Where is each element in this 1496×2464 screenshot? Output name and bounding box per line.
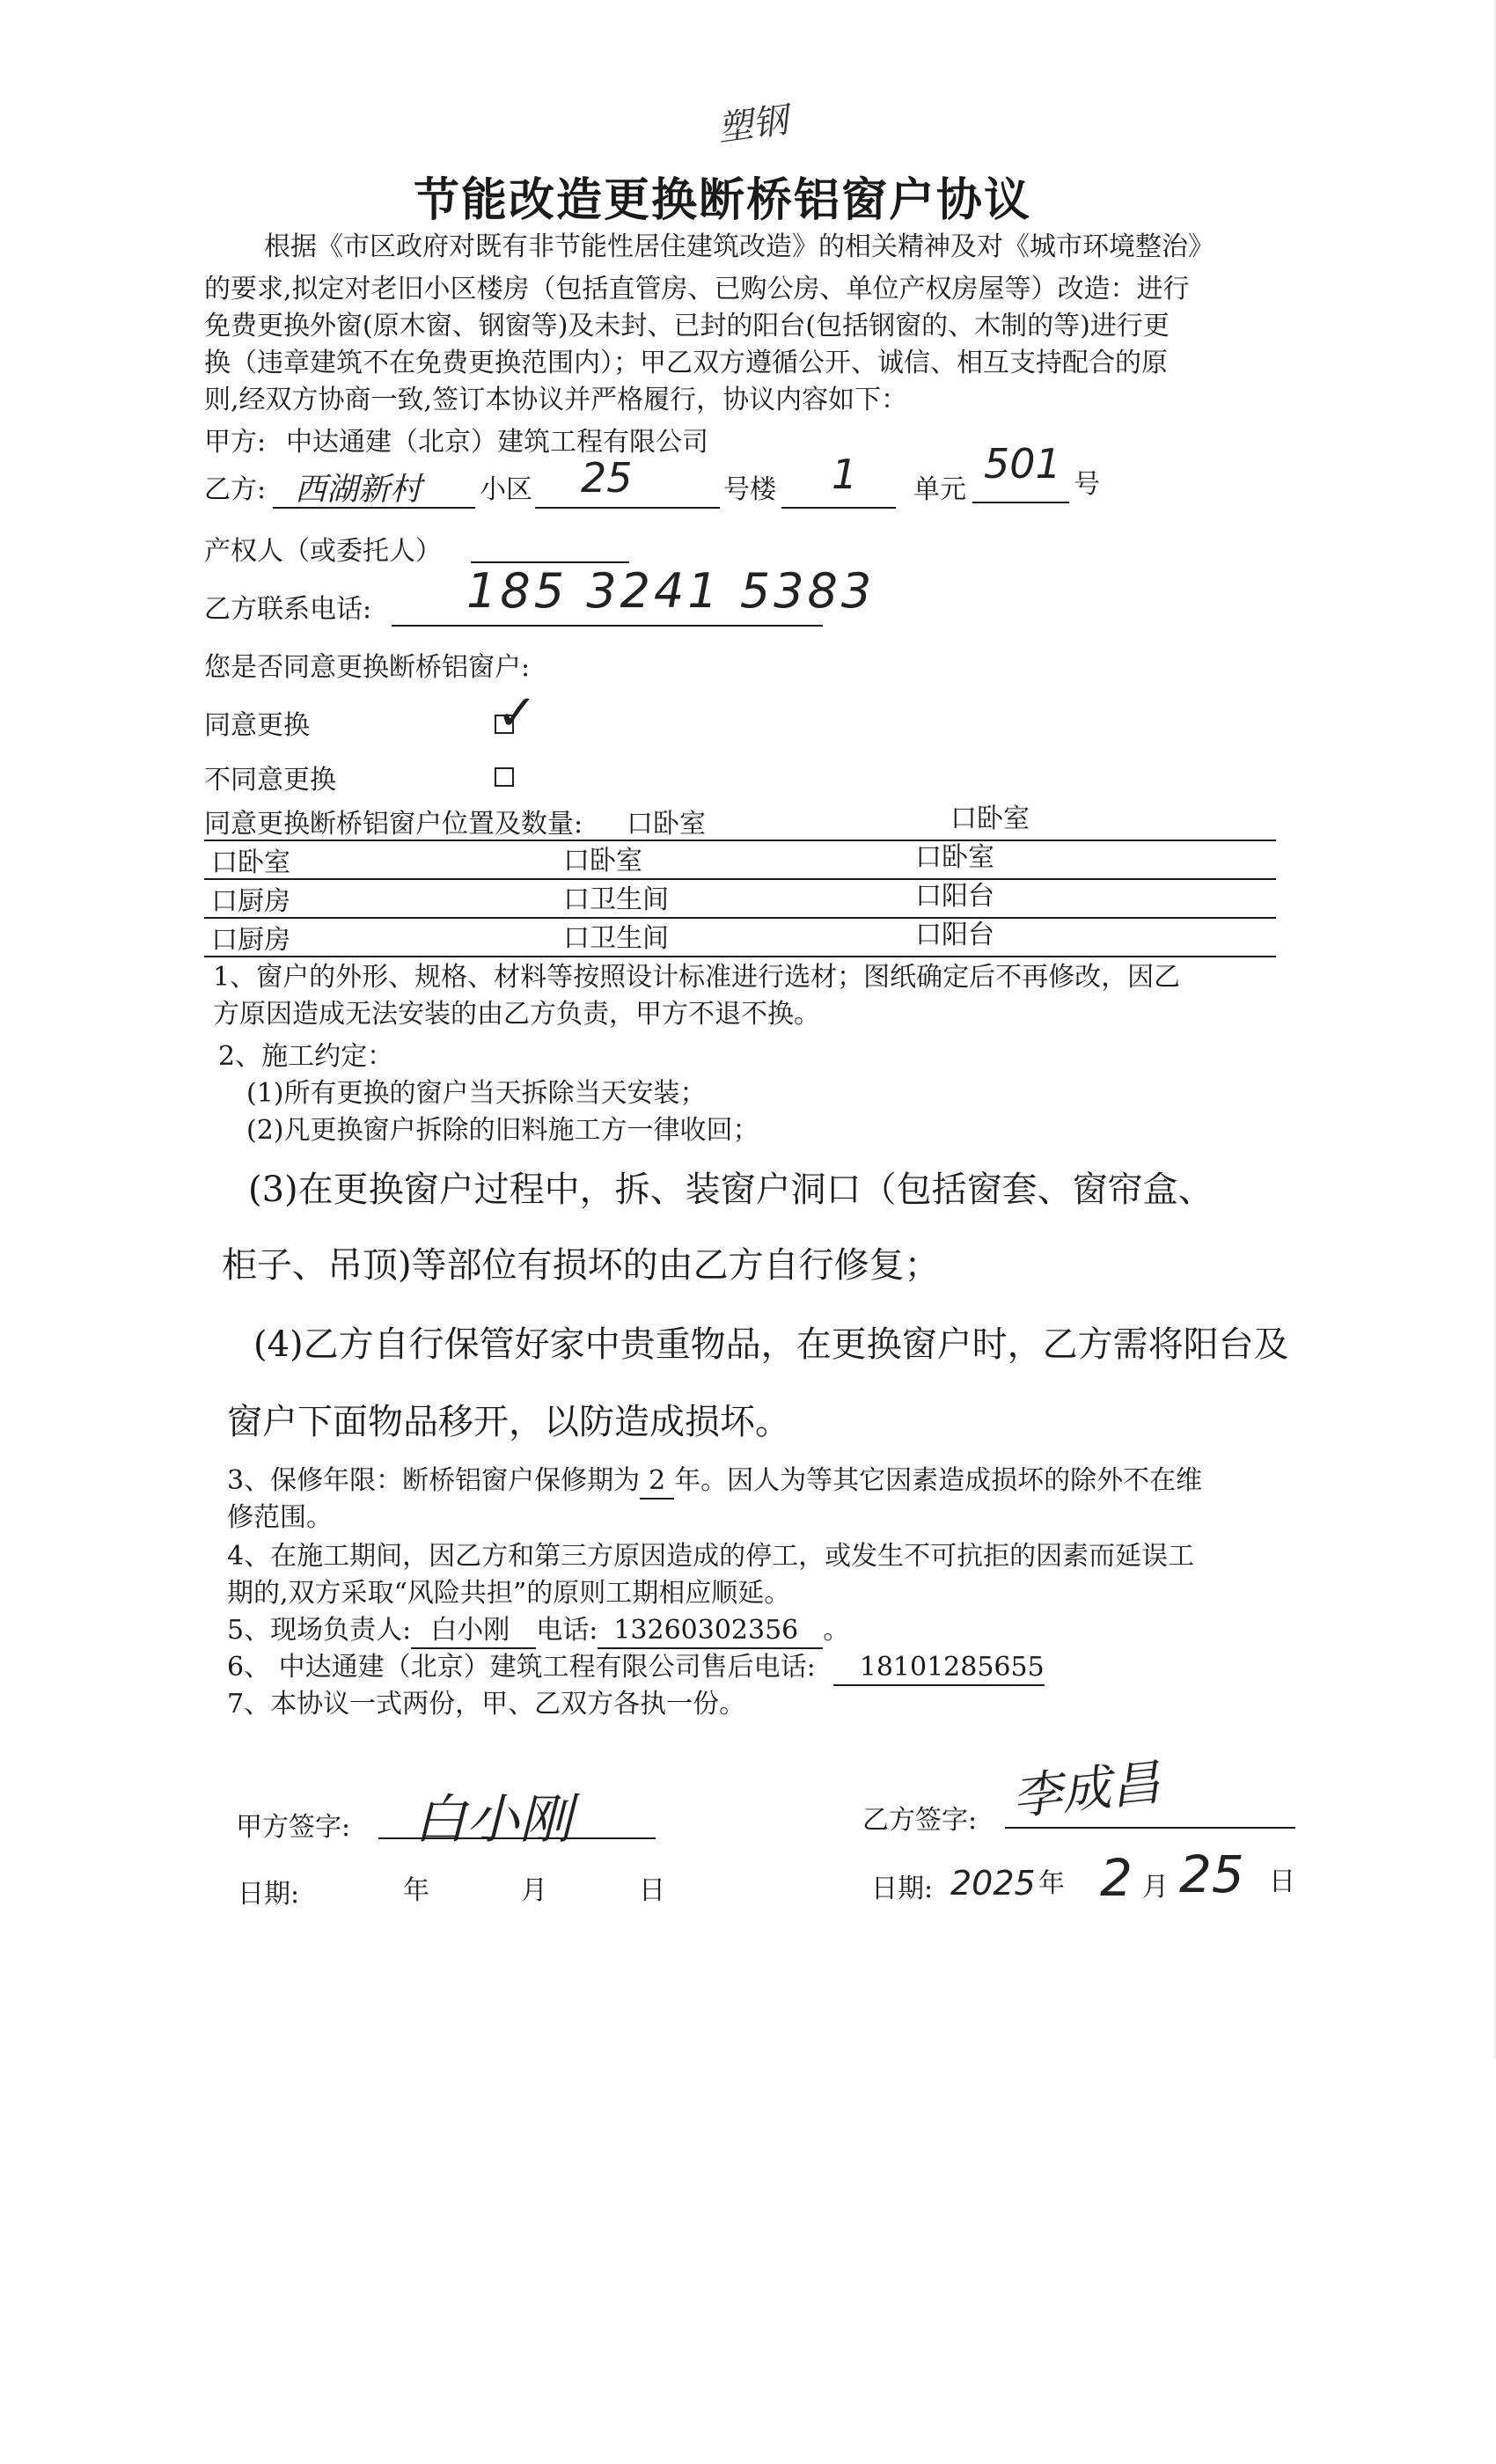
disagree-checkbox[interactable] (495, 767, 517, 787)
room-option[interactable]: 口厨房 (211, 886, 290, 917)
unit-value: 1 (832, 451, 858, 498)
intro-line-3: 免费更换外窗(原木窗、钢窗等)及未封、已封的阳台(包括钢窗的、木制的等)进行更 (204, 311, 1170, 341)
agree-checkbox[interactable] (495, 685, 538, 742)
warranty-years: 2 (640, 1464, 674, 1500)
party-a-day-label: 日 (639, 1875, 665, 1906)
room-option[interactable]: 口卫生间 (563, 884, 669, 915)
building-label: 号楼 (723, 474, 776, 505)
room-option[interactable]: 口卧室 (563, 846, 642, 876)
phone-value: 185 3241 5383 (466, 563, 876, 619)
intro-line-5: 则,经双方协商一致,签订本协议并严格履行，协议内容如下： (204, 385, 908, 415)
aftersales-phone: 18101285655 (833, 1651, 1045, 1686)
clause-6-prefix: 6、 中达通建（北京）建筑工程有限公司售后电话: (227, 1652, 816, 1683)
checkbox-box (495, 767, 514, 787)
clause-2-3-line-2: 柜子、吊顶)等部位有损坏的由乙方自行修复； (222, 1245, 940, 1286)
party-b-label: 乙方: (204, 474, 267, 505)
clause-3-line-2: 修范围。 (227, 1502, 333, 1533)
clause-5-prefix: 5、现场负责人: (227, 1615, 412, 1646)
party-b-day-label: 日 (1269, 1866, 1295, 1897)
room-option[interactable]: 口卧室 (211, 847, 290, 878)
room-option[interactable]: 口卧室 (950, 803, 1030, 834)
party-a-date-label: 日期: (238, 1879, 300, 1910)
clause-5-tel-label: 电话: (536, 1615, 598, 1646)
phone-underline (392, 625, 823, 627)
rooms-rule (204, 840, 1276, 841)
party-b-date-label: 日期: (871, 1874, 934, 1904)
room-underline (972, 502, 1069, 503)
party-a-label: 甲方: (204, 427, 267, 458)
unit-underline (781, 507, 896, 509)
clause-3-prefix: 3、保修年限：断桥铝窗户保修期为 (227, 1465, 641, 1496)
room-label: 号 (1074, 469, 1100, 500)
clause-2-4-line-1: (4)乙方自行保管好家中贵重物品，在更换窗户时，乙方需将阳台及 (253, 1324, 1289, 1365)
room-value: 501 (984, 440, 1061, 488)
phone-label: 乙方联系电话: (204, 594, 372, 625)
clause-7: 7、本协议一式两份，甲、乙双方各执一份。 (227, 1689, 746, 1720)
handwritten-annotation: 塑钢 (715, 99, 791, 150)
clause-2-4-line-2: 窗户下面物品移开，以防造成损坏。 (227, 1402, 790, 1442)
party-a-signature: 白小刚 (414, 1789, 572, 1851)
clause-2-2: (2)凡更换窗户拆除的旧料施工方一律收回； (246, 1115, 759, 1146)
party-b-day-value: 25 (1179, 1844, 1244, 1904)
document-title: 节能改造更换断桥铝窗户协议 (414, 173, 1032, 227)
party-a-sign-label: 甲方签字: (236, 1812, 351, 1843)
party-b-month-label: 月 (1142, 1872, 1169, 1903)
party-a-month-label: 月 (521, 1875, 547, 1906)
clause-5 (227, 1614, 849, 1649)
room-option[interactable]: 口阳台 (915, 920, 994, 950)
intro-line-4: 换（违章建筑不在免费更换范围内）；甲乙双方遵循公开、诚信、相互支持配合的原 (204, 348, 1168, 378)
site-manager-phone: 13260302356 (598, 1614, 823, 1649)
disagree-label: 不同意更换 (204, 765, 336, 796)
rooms-rule (204, 917, 1276, 919)
checkmark-icon: ✓ (496, 685, 538, 742)
community-label: 小区 (480, 474, 532, 505)
clause-3-line-1 (227, 1464, 1202, 1500)
party-b-signature: 李成昌 (1009, 1754, 1163, 1827)
agree-label: 同意更换 (204, 710, 310, 741)
clause-5-end: 。 (823, 1615, 850, 1646)
clause-4-line-2: 期的,双方采取“风险共担”的原则工期相应顺延。 (227, 1578, 791, 1609)
room-option[interactable]: 口卧室 (627, 809, 706, 840)
party-a-year-label: 年 (403, 1875, 429, 1906)
clause-1-line-2: 方原因造成无法安装的由乙方负责，甲方不退不换。 (213, 999, 820, 1030)
room-option[interactable]: 口卧室 (915, 842, 994, 873)
party-b-month-value: 2 (1100, 1848, 1133, 1908)
clause-4-line-1: 4、在施工期间，因乙方和第三方原因造成的停工，或发生不可抗拒的因素而延误工 (227, 1541, 1195, 1572)
room-option[interactable]: 口卫生间 (563, 923, 669, 954)
site-manager-name: 白小刚 (411, 1614, 536, 1649)
building-value: 25 (581, 454, 633, 502)
party-b-sign-label: 乙方签字: (862, 1805, 978, 1836)
rooms-header: 同意更换断桥铝窗户位置及数量: (204, 809, 583, 840)
building-underline (535, 507, 720, 509)
room-option[interactable]: 口厨房 (211, 925, 290, 956)
community-value: 西湖新村 (295, 472, 422, 508)
party-a-value: 中达通建（北京）建筑工程有限公司 (286, 427, 708, 458)
party-a-sign-underline (378, 1837, 656, 1839)
clause-2-3-line-1: (3)在更换窗户过程中，拆、装窗户洞口（包括窗套、窗帘盒、 (248, 1170, 1214, 1210)
rooms-rule (204, 878, 1276, 880)
party-b-sign-underline (1005, 1827, 1295, 1829)
rooms-rule (204, 956, 1276, 957)
intro-line-1: 根据《市区政府对既有非节能性居住建筑改造》的相关精神及对《城市环境整治》 (264, 231, 1214, 262)
consent-question: 您是否同意更换断桥铝窗户: (204, 652, 531, 683)
intro-line-2: 的要求,拟定对老旧小区楼房（包括直管房、已购公房、单位产权房屋等）改造：进行 (204, 274, 1190, 304)
community-underline (273, 507, 475, 509)
clause-2-head: 2、施工约定： (218, 1041, 394, 1072)
clause-6 (227, 1651, 1045, 1686)
owner-label: 产权人（或委托人） (204, 536, 442, 567)
party-b-year-label: 年 (1038, 1868, 1065, 1899)
clause-3-suffix: 年。因人为等其它因素造成损坏的除外不在维 (674, 1465, 1203, 1496)
clause-1-line-1: 1、窗户的外形、规格、材料等按照设计标准进行选材；图纸确定后不再修改，因乙 (213, 962, 1181, 993)
party-b-year-value: 2025 (950, 1864, 1036, 1903)
clause-2-1: (1)所有更换的窗户当天拆除当天安装； (246, 1078, 707, 1109)
unit-label: 单元 (913, 474, 966, 505)
room-option[interactable]: 口阳台 (915, 881, 994, 912)
